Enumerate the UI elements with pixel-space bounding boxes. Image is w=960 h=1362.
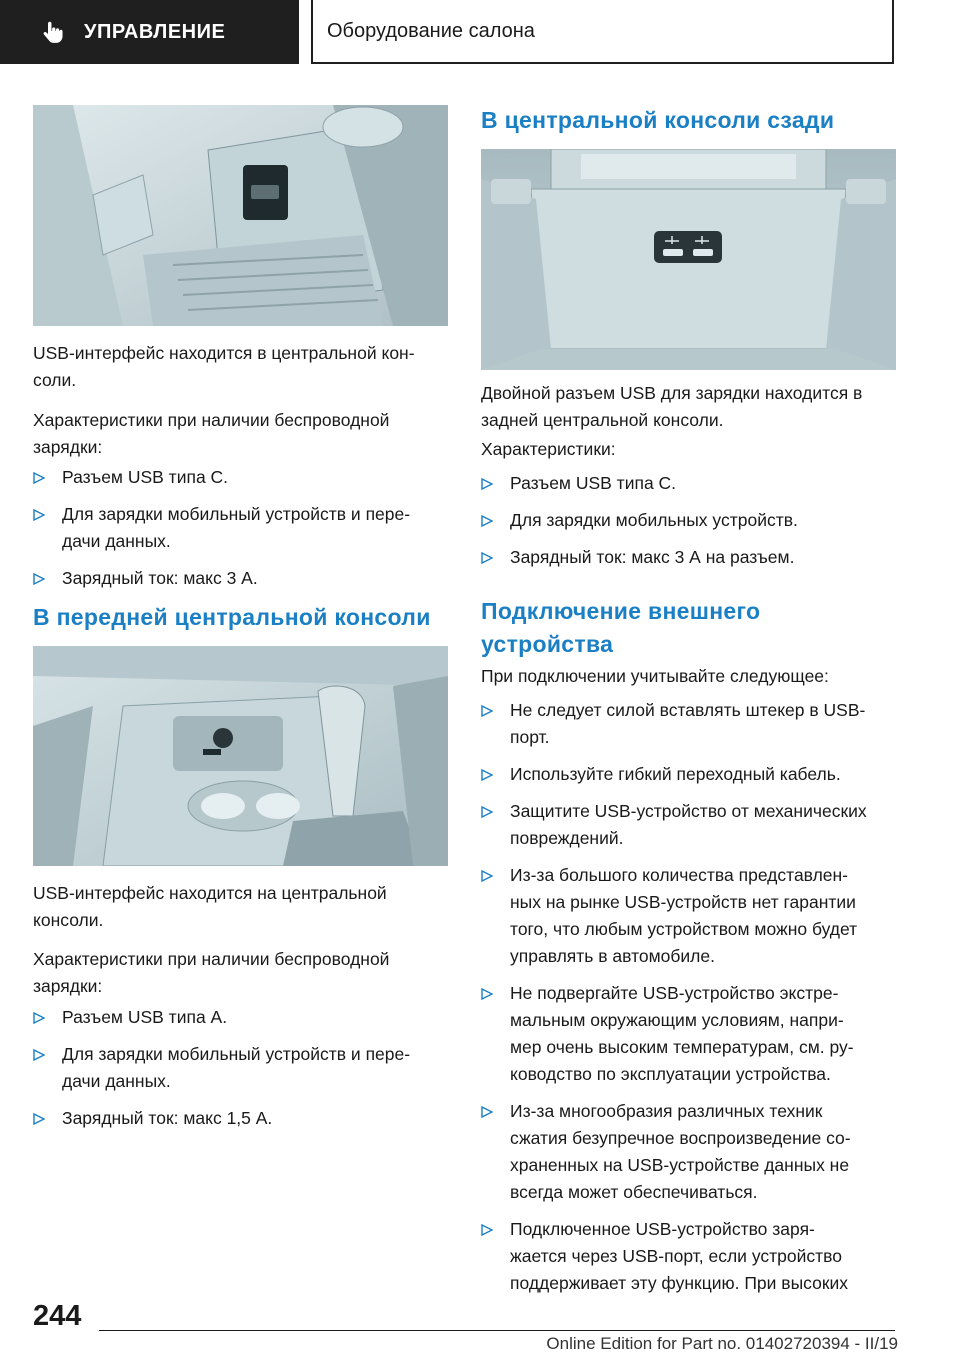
characteristics-list-1 xyxy=(33,464,453,602)
triangle-bullet-icon xyxy=(33,1113,45,1125)
list-item xyxy=(481,798,901,852)
caption-line: задней центральной консоли. xyxy=(481,410,724,430)
console-armrest-usb-illustration xyxy=(33,105,448,326)
list-item xyxy=(33,565,453,592)
list-item-text: Используйте гибкий переходный кабель. xyxy=(510,764,841,784)
list-item-text: жается через USB-порт, если устройство xyxy=(510,1246,842,1266)
intro-line: Характеристики при наличии беспроводной xyxy=(33,410,390,430)
section-tab xyxy=(0,0,299,64)
list-item-text: Не подвергайте USB-устройство экстре- xyxy=(510,983,839,1003)
edition-note: Online Edition for Part no. 01402720394 - II/19 xyxy=(546,1334,898,1353)
triangle-bullet-icon xyxy=(481,1224,493,1236)
list-item-text: Из-за многообразия различных техник xyxy=(510,1101,823,1121)
list-item-text: Из-за большого количества представлен- xyxy=(510,865,849,885)
triangle-bullet-icon xyxy=(481,806,493,818)
caption-line: Двойной разъем USB для зарядки находится в xyxy=(481,383,863,403)
list-item xyxy=(481,1098,901,1206)
triangle-bullet-icon xyxy=(481,705,493,717)
intro-line: зарядки: xyxy=(33,976,103,996)
list-item-text: порт. xyxy=(510,727,550,747)
list-item-text: ководство по эксплуатации устройства. xyxy=(510,1064,831,1084)
triangle-bullet-icon xyxy=(481,870,493,882)
page-number: 244 xyxy=(33,1300,82,1332)
list-item-text: Разъем USB типа A. xyxy=(62,1007,228,1027)
triangle-bullet-icon xyxy=(481,988,493,1000)
list-item xyxy=(33,1105,453,1132)
heading-line: устройства xyxy=(481,631,614,657)
list-item-text: Защитите USB-устройство от механических xyxy=(510,801,867,821)
list-item-text: Разъем USB типа C. xyxy=(510,473,677,493)
page-header xyxy=(0,0,960,66)
intro-line: Характеристики при наличии беспроводной xyxy=(33,949,390,969)
list-item-text: Для зарядки мобильный устройств и пере- xyxy=(62,1044,411,1064)
list-item-text: того, что любым устройством можно будет xyxy=(510,919,858,939)
triangle-bullet-icon xyxy=(33,472,45,484)
connect-advice-list xyxy=(481,697,901,1307)
list-item-text: повреждений. xyxy=(510,828,624,848)
list-item-text: Подключенное USB-устройство заря- xyxy=(510,1219,815,1239)
list-item-text: Зарядный ток: макс 1,5 А. xyxy=(62,1108,273,1128)
triangle-bullet-icon xyxy=(33,509,45,521)
list-item-text: Для зарядки мобильный устройств и пере- xyxy=(62,504,411,524)
triangle-bullet-icon xyxy=(481,552,493,564)
list-item-text: дачи данных. xyxy=(62,531,171,551)
caption-line: USB-интерфейс находится на центральной xyxy=(33,883,387,903)
list-item xyxy=(33,1004,453,1031)
list-item xyxy=(481,470,901,497)
list-item xyxy=(481,507,901,534)
triangle-bullet-icon xyxy=(481,1106,493,1118)
list-item xyxy=(481,697,901,751)
list-item xyxy=(481,862,901,970)
list-item xyxy=(481,544,901,571)
heading-connect-device xyxy=(481,595,760,661)
list-item-text: дачи данных. xyxy=(62,1071,171,1091)
list-item-text: Разъем USB типа C. xyxy=(62,467,229,487)
chapter-title: Оборудование салона xyxy=(327,19,535,42)
intro-wireless-charging-2 xyxy=(33,946,453,1000)
intro-connect xyxy=(481,663,901,690)
hand-pointer-icon xyxy=(40,19,66,45)
list-item-text: всегда может обеспечиваться. xyxy=(510,1182,758,1202)
rear-console-usb-illustration xyxy=(481,149,896,370)
caption-rear-console-usb xyxy=(481,380,901,434)
triangle-bullet-icon xyxy=(481,515,493,527)
caption-line: консоли. xyxy=(33,910,104,930)
heading-front-console: В передней центральной консоли xyxy=(33,604,431,630)
triangle-bullet-icon xyxy=(481,478,493,490)
list-item xyxy=(481,980,901,1088)
section-title: УПРАВЛЕНИЕ xyxy=(84,20,226,43)
list-item-text: Зарядный ток: макс 3 А. xyxy=(62,568,258,588)
caption-line: USB-интерфейс находится в центральной кон- xyxy=(33,343,415,363)
heading-line: Подключение внешнего xyxy=(481,598,761,624)
caption-line: соли. xyxy=(33,370,77,390)
list-item-text: ных на рынке USB-устройств нет гарантии xyxy=(510,892,856,912)
intro-line: Характеристики: xyxy=(481,439,616,459)
intro-line: зарядки: xyxy=(33,437,103,457)
triangle-bullet-icon xyxy=(33,1049,45,1061)
list-item-text: мер очень высоким температурам, см. ру- xyxy=(510,1037,854,1057)
triangle-bullet-icon xyxy=(481,769,493,781)
heading-rear-console: В центральной консоли сзади xyxy=(481,107,835,133)
characteristics-list-3 xyxy=(481,470,901,581)
intro-characteristics xyxy=(481,436,901,463)
list-item xyxy=(33,1041,453,1095)
list-item-text: управлять в автомобиле. xyxy=(510,946,715,966)
intro-wireless-charging xyxy=(33,407,453,461)
list-item xyxy=(33,501,453,555)
list-item-text: мальным окружающим условиям, напри- xyxy=(510,1010,844,1030)
front-console-usb-illustration xyxy=(33,646,448,866)
list-item-text: храненных на USB-устройстве данных не xyxy=(510,1155,850,1175)
list-item-text: Не следует силой вставлять штекер в USB- xyxy=(510,700,866,720)
chapter-tab xyxy=(311,0,894,64)
triangle-bullet-icon xyxy=(33,1012,45,1024)
list-item-text: Для зарядки мобильных устройств. xyxy=(510,510,798,530)
list-item xyxy=(33,464,453,491)
list-item-text: Зарядный ток: макс 3 А на разъем. xyxy=(510,547,795,567)
triangle-bullet-icon xyxy=(33,573,45,585)
footer-divider xyxy=(99,1330,895,1331)
list-item-text: поддерживает эту функцию. При высоких xyxy=(510,1273,849,1293)
list-item xyxy=(481,1216,901,1297)
intro-line: При подключении учитывайте следующее: xyxy=(481,666,829,686)
characteristics-list-2 xyxy=(33,1004,453,1142)
caption-armrest-usb xyxy=(33,340,453,394)
list-item-text: сжатия безупречное воспроизведение со- xyxy=(510,1128,851,1148)
list-item xyxy=(481,761,901,788)
caption-front-console-usb xyxy=(33,880,453,934)
